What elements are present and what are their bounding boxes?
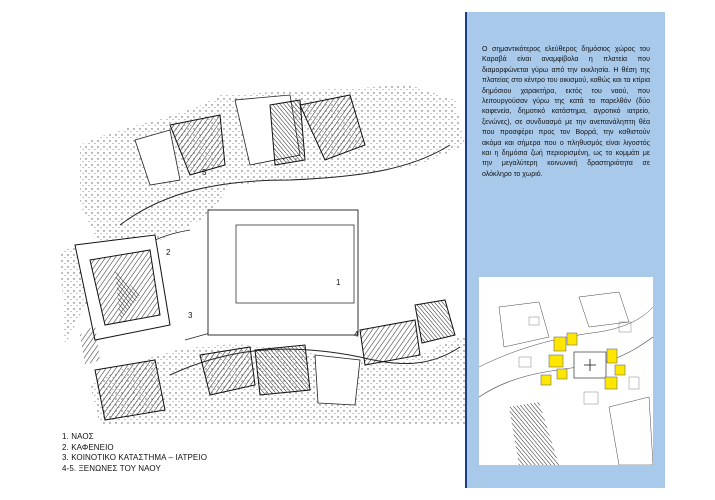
legend-item-2: 2. ΚΑΦΕΝΕΙΟ [62,442,114,452]
site-plan-drawing [60,85,465,425]
plan-label-5: 5 [202,168,207,177]
legend [62,432,207,474]
location-minimap [479,277,653,465]
description-text: Ο σημαντικότερος ελεύθερος δημόσιος χώρος του Καραβά είναι αναμφίβολα η πλατεία που διαμορφώνεται γύρω από την εκκλησία. Η θέση της πλατείας στο κέντρο του οικισμού, καθώς και τα κτίρια δημόσιου χαρακτήρα, εκτός του ναού, που λειτουργούσαν γύρω της κατά το παρελθόν (δύο καφενεία, δημοτικό κατάστημα, αγροτικό ιατρείο, ξενώνες), σε συνδυασμό με την ανεπανάληπτη θέα που προσφέρει προς τον Βορρά, την καθιστούν ακόμα και σήμερα που ο πληθυσμός είναι λιγοστός και η δημόσια ζωή περιορισμένη, ως το κομμάτι με την μεγαλύτερη κοινωνική δραστηριότητα σε ολόκληρο το χωριό. [482,46,650,178]
legend-item-4: 4-5. ΞΕΝΩΝΕΣ ΤΟΥ ΝΑΟΥ [62,463,161,473]
church-building [236,225,354,303]
legend-item-3: 3. ΚΟΙΝΟΤΙΚΟ ΚΑΤΑΣΤΗΜΑ – ΙΑΤΡΕΙΟ [62,453,208,462]
plan-label-4: 4 [354,330,359,339]
plan-label-3: 3 [188,311,193,320]
plan-label-2: 2 [166,248,171,257]
legend-item-1: 1. ΝΑΟΣ [62,432,94,441]
plan-label-1: 1 [336,278,341,287]
